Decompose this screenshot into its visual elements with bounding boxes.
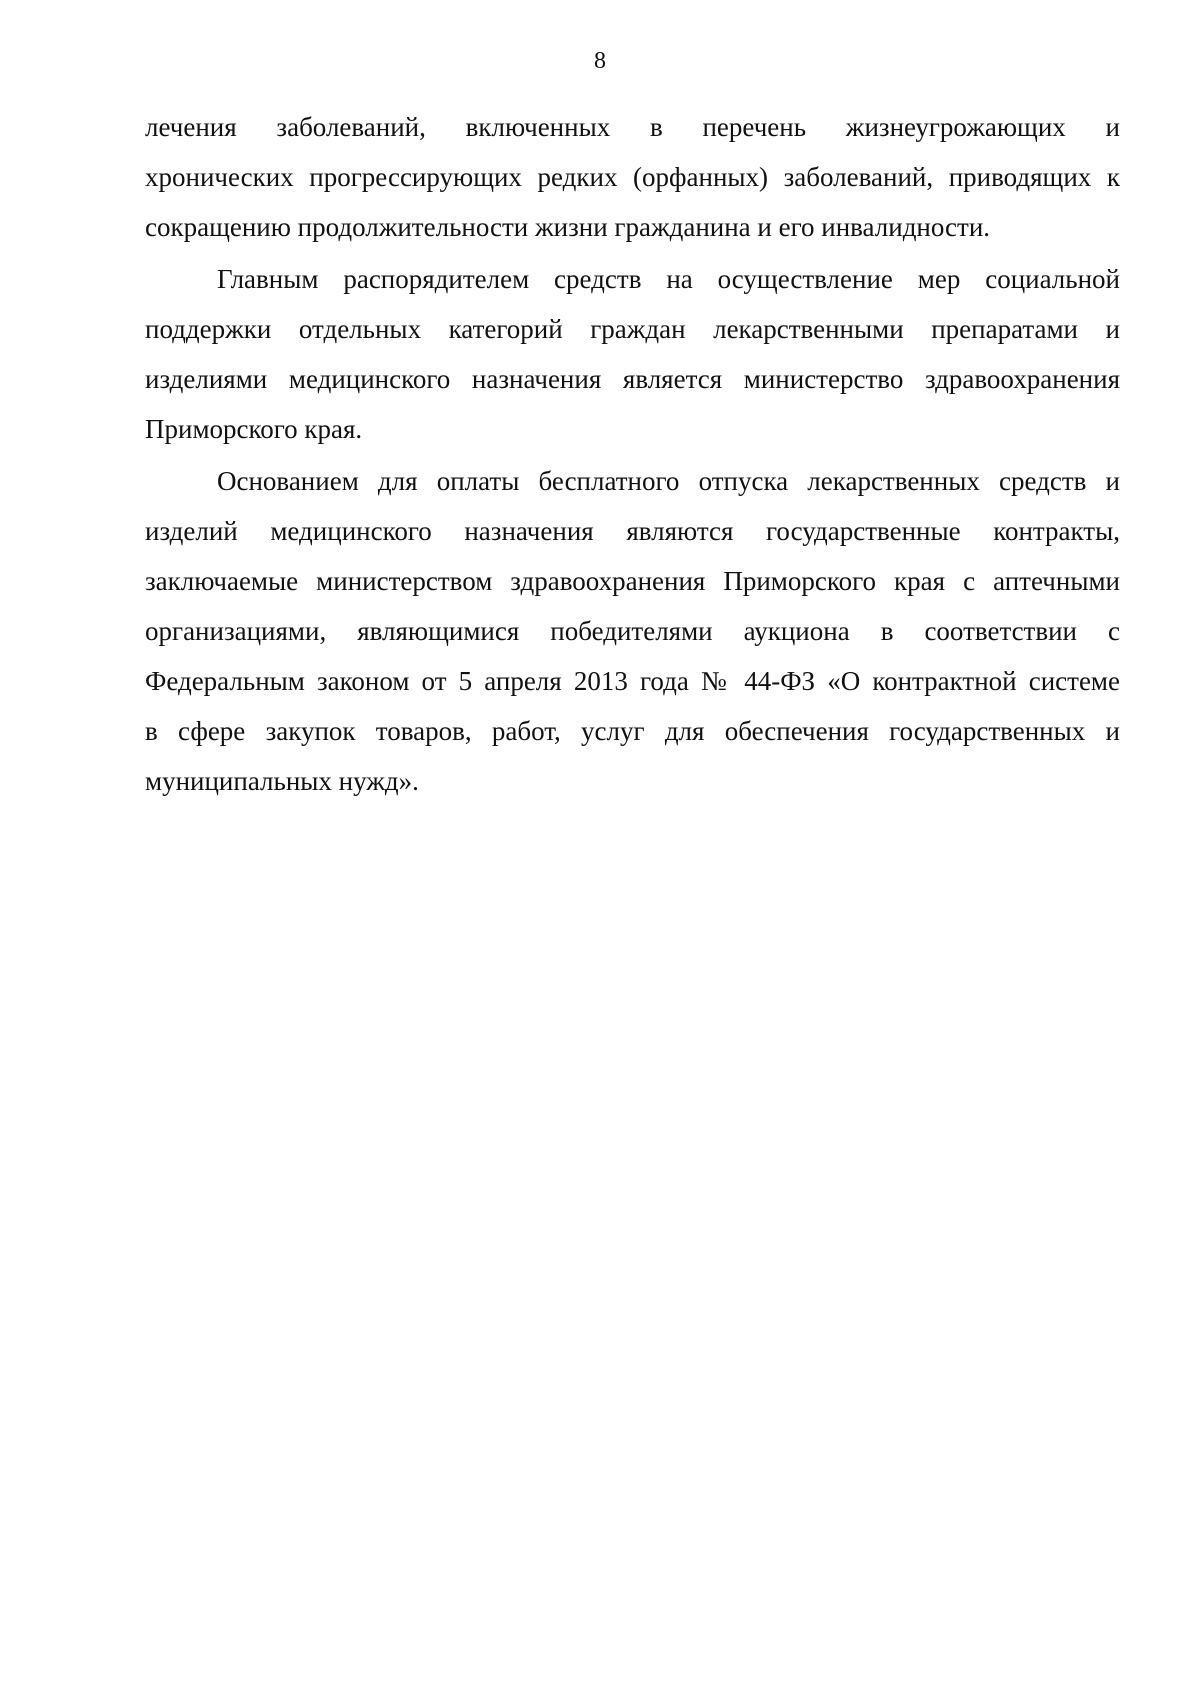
text-line: поддержки отдельных категорий граждан лекарственными препаратами и [145,314,1120,344]
paragraph-3 [145,456,1120,806]
text-line: изделий медицинского назначения являются государственные контракты, [145,516,1120,546]
text-line: организациями, являющимися победителями аукциона в соответствии с [145,616,1120,646]
paragraph-2 [145,254,1120,454]
text-line: изделиями медицинского назначения является министерство здравоохранения [145,364,1120,394]
document-body [145,102,1120,806]
text-line: сокращению продолжительности жизни гражданина и его инвалидности. [145,212,991,242]
page-number: 8 [594,48,606,74]
text-line: Приморского края. [145,414,363,444]
text-line: хронических прогрессирующих редких (орфанных) заболеваний, приводящих к [145,162,1120,192]
text-line: заключаемые министерством здравоохранения Приморского края с аптечными [145,566,1120,596]
paragraph-1 [145,102,1120,252]
text-line: в сфере закупок товаров, работ, услуг для обеспечения государственных и [145,716,1120,746]
text-line: Федеральным законом от 5 апреля 2013 года № 44-ФЗ «О контрактной системе [145,666,1120,696]
text-line: лечения заболеваний, включенных в перечень жизнеугрожающих и [145,112,1120,142]
text-line: Главным распорядителем средств на осуществление мер социальной [217,264,1120,294]
text-line: муниципальных нужд». [145,766,419,796]
text-line: Основанием для оплаты бесплатного отпуска лекарственных средств и [217,466,1120,496]
